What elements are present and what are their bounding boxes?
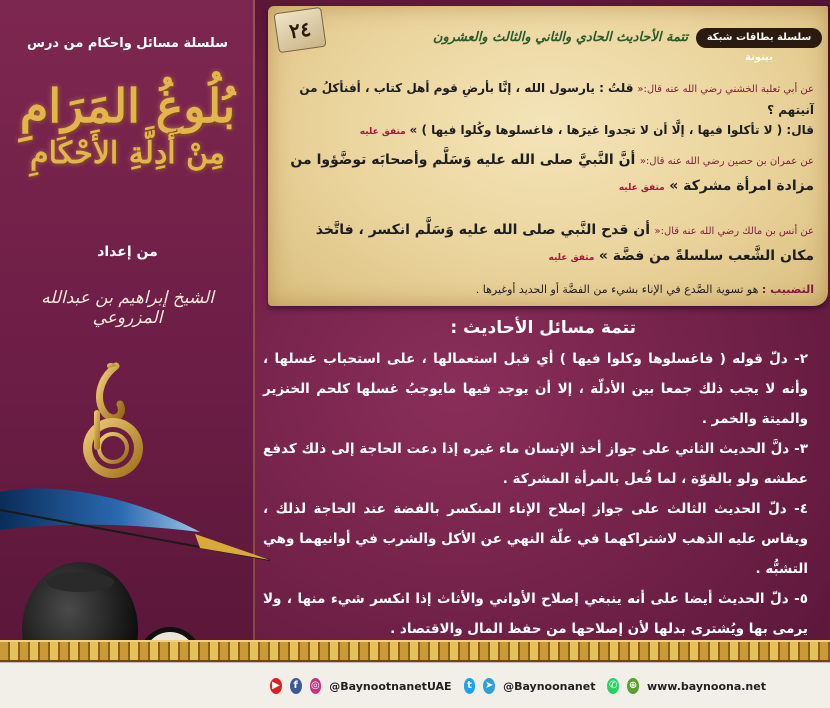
prepared-by-label: من إعداد — [97, 244, 158, 260]
twitter-icon[interactable]: t — [464, 678, 476, 694]
topic-title: تتمة الأحاديث الحادي والثاني والثالث والعشرون — [432, 30, 688, 45]
paragraph-4: ٤- دلّ الحديث الثالث على جواز إصلاح الإناء المنكسر بالفضة عند الحاجة لذلك ، ويقاس عليه الذهب لاشتراكهما في علّة النهي عن الأكل والشرب في أوانيهما وهي التشبُّه . — [263, 501, 808, 577]
glossary-label: التضبيب : — [761, 283, 814, 296]
hadith-2-narrator: عن عمران بن حصين رضي الله عنه قال:« — [639, 156, 814, 167]
hadith-3 — [286, 218, 814, 270]
book-title — [10, 78, 245, 174]
hadith-2-agreed: متفق عليه — [618, 183, 665, 193]
hadith-3-narrator: عن أنس بن مالك رضي الله عنه قال:« — [654, 226, 814, 237]
hadith-3-text: أن قدح النَّبي صلى الله عليه وَسَلَّم انكسر ، فاتَّخذ مكان الشَّعب سلسلةً من فضَّة » — [315, 222, 814, 264]
handle-baynoona[interactable]: @Baynoonanet — [503, 679, 596, 693]
hadith-2-text: أنَّ النَّبيَّ صلى الله عليه وَسَلَّم وأصحابَه توضَّؤوا من مزادة امرأة مشركة » — [290, 152, 814, 194]
section-title — [306, 318, 636, 338]
series-label: سلسلة بطاقات شبكة بينونة — [696, 28, 822, 48]
social-bar — [270, 675, 770, 697]
web-icon[interactable]: ⊕ — [627, 678, 639, 694]
paragraph-5: ٥- دلّ الحديث أيضا على أنه ينبغي إصلاح الأواني والأثاث إذا انكسر شيء منها ، ولا يرمى بها ويُشترى بدلها لأن إصلاحها من حفظ المال والاقتصاد . — [263, 591, 808, 637]
body-text — [263, 344, 808, 644]
author-signature: الشيخ إبراهيم بن عبدالله المزروعي — [41, 288, 214, 328]
paragraph-2: ٢- دلّ قوله ( فاغسلوها وكلوا فيها ) أي قبل استعمالها ، على استحباب غسلها ، وأنه لا يجب ذلك جمعا بين الأدلّة ، إلا أن يوجد فيها مايوجبُ غسلها كلحم الخنزير والميتة والخمر . — [263, 351, 808, 427]
paragraph-3: ٣- دلَّ الحديث الثاني على جواز أخذ الإنسان ماء غيره إذا دعت الحاجة إلى ذلك كدفع عطشه ولو بالقوّة ، لما فُعل بالمرأة المشركة . — [263, 441, 808, 487]
hadith-1-narrator: عن أبي ثعلبة الخشني رضي الله عنه قال:« — [637, 84, 814, 95]
series-title: سلسلة مسائل واحكام من درس — [27, 36, 228, 51]
glossary-note — [304, 282, 814, 298]
section-title-text: تتمة مسائل الأحاديث — [463, 318, 636, 338]
hadith-1-question: قلتُ : يارسول الله ، إنَّا بأرضِ قوم أهل كتاب ، أفنأكلُ من آنيتهم ؟ — [299, 81, 814, 117]
website-link[interactable]: www.baynoona.net — [646, 679, 766, 693]
hadith-parchment — [268, 6, 828, 306]
youtube-icon[interactable]: ▶ — [270, 678, 282, 694]
facebook-icon[interactable]: f — [290, 678, 302, 694]
gold-border — [0, 640, 830, 662]
footer — [0, 662, 830, 708]
book-title-line2: مِنْ أَدِلَّةِ الأَحْكَامِ — [30, 136, 225, 171]
card-number: ٢٤ — [273, 7, 326, 53]
book-title-line1: بُلُوغُ المَرَامِ — [19, 79, 236, 133]
hadith-1 — [286, 78, 814, 142]
instagram-icon[interactable]: ◎ — [310, 678, 322, 694]
hadith-1-answer: قال: ( لا تأكلوا فيها ، إلَّا أن لا تجدوا غيرَها ، فاغسلوها وكُلوا فيها ) » — [409, 123, 814, 137]
whatsapp-icon[interactable]: ✆ — [607, 678, 619, 694]
handle-uae[interactable]: @BaynootnanetUAE — [329, 679, 452, 693]
hadith-3-agreed: متفق عليه — [548, 253, 595, 263]
hadith-1-agreed: متفق عليه — [359, 127, 406, 137]
telegram-icon[interactable]: ➤ — [483, 678, 495, 694]
section-title-colon: : — [450, 318, 458, 338]
hadith-2 — [286, 148, 814, 200]
glossary-text: هو تسوية الصَّدع في الإناء بشيء من الفضَّة أو الحديد أوغيرها . — [475, 283, 759, 296]
